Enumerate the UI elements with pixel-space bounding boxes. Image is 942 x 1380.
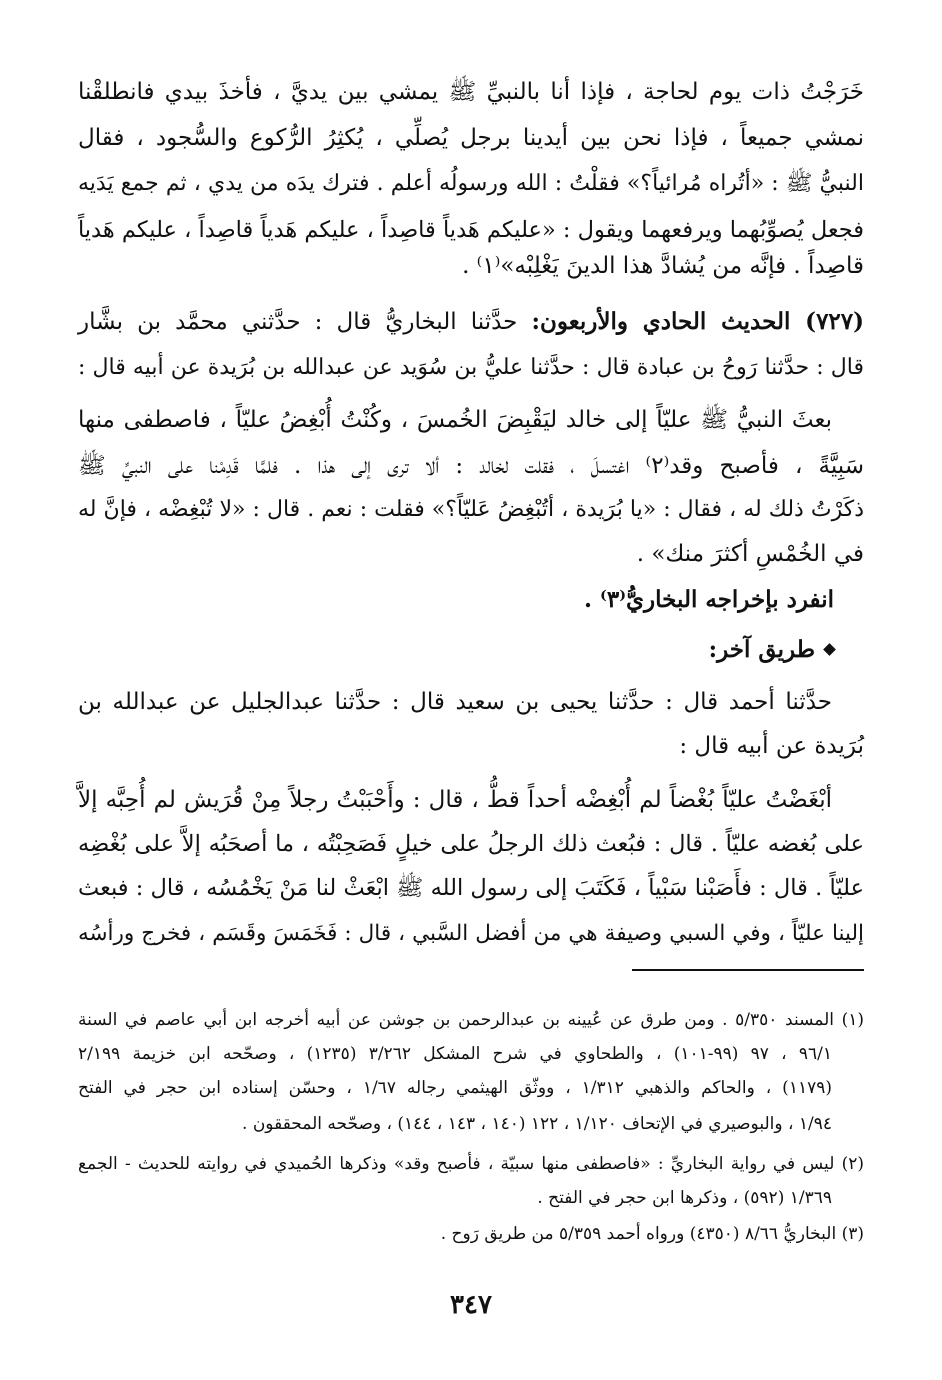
infarad-note: انفرد بإخراجه البخاريُّ⁽٣⁾ . [583,586,834,613]
body-line: خَرَجْتُ ذات يوم لحاجة ، فإذا أنا بالنبيِّ ﷺ يمشي بين يديَّ ، فأخذَ بيدي فانطلقْنا [78,79,864,105]
footnote-line: ١/٩٤ ، والبوصيري في الإتحاف ١/١٢٠ ، ١٢٢ (١٤٠ ، ١٤٣ ، ١٤٤) ، وصحّحه المحققون . [242,1114,832,1134]
page-number: ٣٤٧ [450,1290,492,1320]
isnad-line-last: بُرَيدة عن أبيه قال : [679,733,864,759]
isnad-line: قال : حدَّثنا رَوحُ بن عبادة قال : حدَّثنا عليُّ بن سُوَيد عن عبدالله بن بُرَيدة عن أبيه قال : [78,355,864,380]
matn-line: عليّاً . قال : فأَصَبْنا سَبْياً ، فَكَتَبَ إلى رسول الله ﷺ ابْعَثْ لنا مَنْ يَخْمُسُه ، قال : فبعث [78,875,864,901]
body-line: النبيُّ ﷺ : «أتُراه مُرائياً؟» فقلْتُ : الله ورسولُه أعلم . فترك يدَه من يدي ، ثم جمع يَدَيه [78,171,864,196]
footnote-line: (٣) البخاريُّ ٨/٦٦ (٤٣٥٠) ورواه أحمد ٥/٣٥٩ من طريق رَوح . [440,1224,864,1244]
matn-line: بعثَ النبيُّ ﷺ عليّاً إلى خالد ليَقْبِضَ الخُمسَ ، وكُنْتُ أُبْغِضُ عليّاً ، فاصطفى منها [78,407,832,433]
matn-line: سَبِيَّةً ، فأصبح وقد⁽٢⁾ اغتسلَ ، فقلت لخالد : ألا ترى إلى هذا . فلمَّا قَدِمْنا على النبيِّ ﷺ [78,453,865,479]
hadith-heading: (٧٢٧) الحديث الحادي والأربعون: [531,308,865,335]
matn-line: على بُغضه عليّاً . قال : فبُعث ذلك الرجلُ على خيلٍ فَصَحِبْتُه ، ما أصحَبُه إلاَّ على بُغْضِه [78,831,864,857]
hadith-isnad: حدَّثنا البخاريُّ قال : حدَّثني محمَّد بن بشَّار [78,309,518,335]
footnote-line: (١١٧٩) ، والحاكم والذهبي ١/٣١٢ ، ووثّق الهيثمي رجاله ١/٦٧ ، وحسّن إسناده ابن حجر في الفتح [78,1078,832,1098]
hadith-727-first-line [78,300,864,344]
body-line-last: قاصِداً . فإنَّه من يُشادَّ هذا الدينَ يَغْلِبْه»⁽١⁾ . [462,253,864,279]
section-heading-text: طريق آخر: [708,636,815,663]
footnote-line: (١) المسند ٥/٣٥٠ . ومن طرق عن عُيينه بن عبدالرحمن بن جوشن عن أبيه أخرجه ابن أبي عاصم في السنة [78,1010,865,1030]
footnote-line: (٢) ليس في رواية البخاريِّ : «فاصطفى منها سبيّة ، فأصبح وقد» وذكرها الحُميدي في روايته للحديث - الجمع [78,1154,864,1174]
body-line: فجعل يُصوِّبُهما ويرفعهما ويقول : «عليكم هَدياً قاصِداً ، عليكم هَدياً قاصِداً ، عليكم هَدياً [77,217,864,243]
matn-line: ذكَرْتُ ذلك له ، فقال : «يا بُرَيدة ، أتُبْغِضُ عَليّاً؟» فقلت : نعم . قال : «لا تُبْغِضْه ، فإنَّ له [78,497,864,522]
footnote-line: ٩٦/١ ، ٩٧ (٩٩-١٠١) ، والطحاوي في شرح المشكل ٣/٢٦٢ (١٢٣٥) ، وصحّحه ابن خزيمة ٢/١٩٩ [78,1044,833,1064]
section-heading [709,628,834,672]
isnad-line: حدَّثنا أحمد قال : حدَّثنا يحيى بن سعيد قال : حدَّثنا عبدالجليل عن عبدالله بن [78,689,832,715]
matn-line: إلينا عليّاً ، وفي السبي وصيفة هي من أفضل السَّبي ، قال : فَخَمَسَ وقَسَم ، فخرج ورأسُه [78,921,864,946]
matn-line-last: في الخُمْسِ أكثرَ منك» . [636,541,864,567]
footnote-line: ١/٣٦٩ (٥٩٢) ، وذكرها ابن حجر في الفتح . [537,1188,832,1208]
diamond-bullet-icon [823,643,836,656]
matn-line: أبْغَضْتُ عليّاً بُغْضاً لم أُبْغِضْه أحداً قطُّ ، قال : وأَحْبَبْتُ رجلاً مِنْ قُرَيش لم أُحِبَّه إلاَّ [78,787,832,813]
body-line: نمشي جميعاً ، فإذا نحن بين أيدينا برجل يُصلِّي ، يُكثِرُ الرُّكوع والسُّجود ، فقال [78,125,864,151]
footnote-separator [632,969,864,971]
